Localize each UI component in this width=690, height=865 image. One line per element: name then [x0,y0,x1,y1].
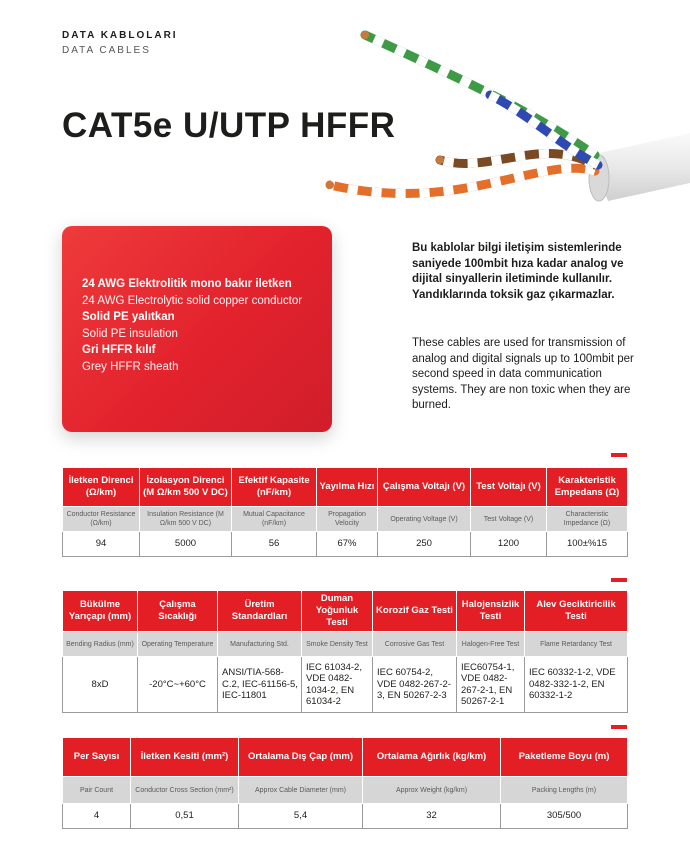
subheader-cell: Operating Temperature [138,632,218,657]
header-cell: Ortalama Dış Çap (mm) [239,738,363,777]
feature-2-tr: Solid PE yalıtkan [82,311,175,323]
subheader-cell: Mutual Capacitance (nF/km) [232,507,317,532]
description-tr: Bu kablolar bilgi iletişim sistemlerinde saniyede 100mbit hıza kadar analog ve dijital sinyallerin iletiminde kullanılır. Yandıklarında toksik gaz çıkarmazlar. [412,242,624,301]
section-marker [611,578,627,582]
subheader-cell: Bending Radius (mm) [63,632,138,657]
value-cell: IEC 60332-1-2, VDE 0482-332-1-2, EN 60332-1-2 [525,657,628,713]
header-cell: Üretim Standardları [218,591,302,632]
value-cell: -20°C~+60°C [138,657,218,713]
subheader-cell: Conductor Cross Section (mm²) [131,777,239,804]
value-cell: 94 [63,532,140,557]
header-cell: Efektif Kapasite (nF/km) [232,468,317,507]
section-marker [611,725,627,729]
category-label-tr: DATA KABLOLARI [62,30,178,41]
value-cell: 56 [232,532,317,557]
header-cell: Yayılma Hızı [317,468,378,507]
value-cell: IEC 61034-2, VDE 0482-1034-2, EN 61034-2 [302,657,373,713]
value-cell: 250 [378,532,471,557]
header-cell: Ortalama Ağırlık (kg/km) [363,738,501,777]
header-cell: İletken Kesiti (mm²) [131,738,239,777]
value-cell: 0,51 [131,804,239,829]
value-cell: 305/500 [501,804,628,829]
feature-box [62,226,332,432]
subheader-cell: Insulation Resistance (M Ω/km 500 V DC) [140,507,232,532]
subheader-cell: Approx Weight (kg/km) [363,777,501,804]
header-cell: Test Voltajı (V) [471,468,547,507]
value-cell: IEC 60754-2, VDE 0482-267-2-3, EN 50267-2-3 [373,657,457,713]
value-cell: 1200 [471,532,547,557]
value-cell: IEC60754-1, VDE 0482-267-2-1, EN 50267-2-1 [457,657,525,713]
value-cell: 100±%15 [547,532,628,557]
feature-3-en: Grey HFFR sheath [82,360,179,373]
subheader-cell: Test Voltage (V) [471,507,547,532]
electrical-spec-table [62,467,628,557]
header-cell: Duman Yoğunluk Testi [302,591,373,632]
feature-1-en: 24 AWG Electrolytic solid copper conductor [82,294,303,307]
description-en: These cables are used for transmission of analog and digital signals up to 100mbit per second speed in data communication systems. They are non toxic when they are burned. [412,337,634,411]
feature-2-en: Solid PE insulation [82,327,178,340]
subheader-cell: Smoke Density Test [302,632,373,657]
standards-spec-table [62,590,628,713]
header-cell: Per Sayısı [63,738,131,777]
value-cell: 4 [63,804,131,829]
feature-3-tr: Gri HFFR kılıf [82,344,156,356]
header-cell: İletken Direnci (Ω/km) [63,468,140,507]
value-cell: 5000 [140,532,232,557]
subheader-cell: Pair Count [63,777,131,804]
value-cell: 5,4 [239,804,363,829]
physical-spec-table [62,737,628,829]
header-cell: Karakteristik Empedans (Ω) [547,468,628,507]
subheader-cell: Conductor Resistance (Ω/km) [63,507,140,532]
subheader-cell: Propagation Velocity [317,507,378,532]
subheader-cell: Operating Voltage (V) [378,507,471,532]
header-cell: Bükülme Yarıçapı (mm) [63,591,138,632]
header-cell: Alev Geciktiricilik Testi [525,591,628,632]
header-cell: Korozif Gaz Testi [373,591,457,632]
value-cell: 32 [363,804,501,829]
header-cell: Çalışma Sıcaklığı [138,591,218,632]
section-marker [611,453,627,457]
value-cell: 8xD [63,657,138,713]
subheader-cell: Halogen-Free Test [457,632,525,657]
value-cell: 67% [317,532,378,557]
header-cell: İzolasyon Direnci (M Ω/km 500 V DC) [140,468,232,507]
header-cell: Halojensizlik Testi [457,591,525,632]
header-cell: Çalışma Voltajı (V) [378,468,471,507]
subheader-cell: Manufacturing Std. [218,632,302,657]
subheader-cell: Flame Retardancy Test [525,632,628,657]
cable-illustration [290,5,690,225]
header-cell: Paketleme Boyu (m) [501,738,628,777]
subheader-cell: Approx Cable Diameter (mm) [239,777,363,804]
category-label-en: DATA CABLES [62,45,151,56]
value-cell: ANSI/TIA-568-C.2, IEC-61156-5, IEC-11801 [218,657,302,713]
subheader-cell: Packing Lengths (m) [501,777,628,804]
subheader-cell: Corrosive Gas Test [373,632,457,657]
subheader-cell: Characteristic Impedance (Ω) [547,507,628,532]
product-title: CAT5e U/UTP HFFR [62,106,396,145]
feature-1-tr: 24 AWG Elektrolitik mono bakır iletken [82,278,292,290]
